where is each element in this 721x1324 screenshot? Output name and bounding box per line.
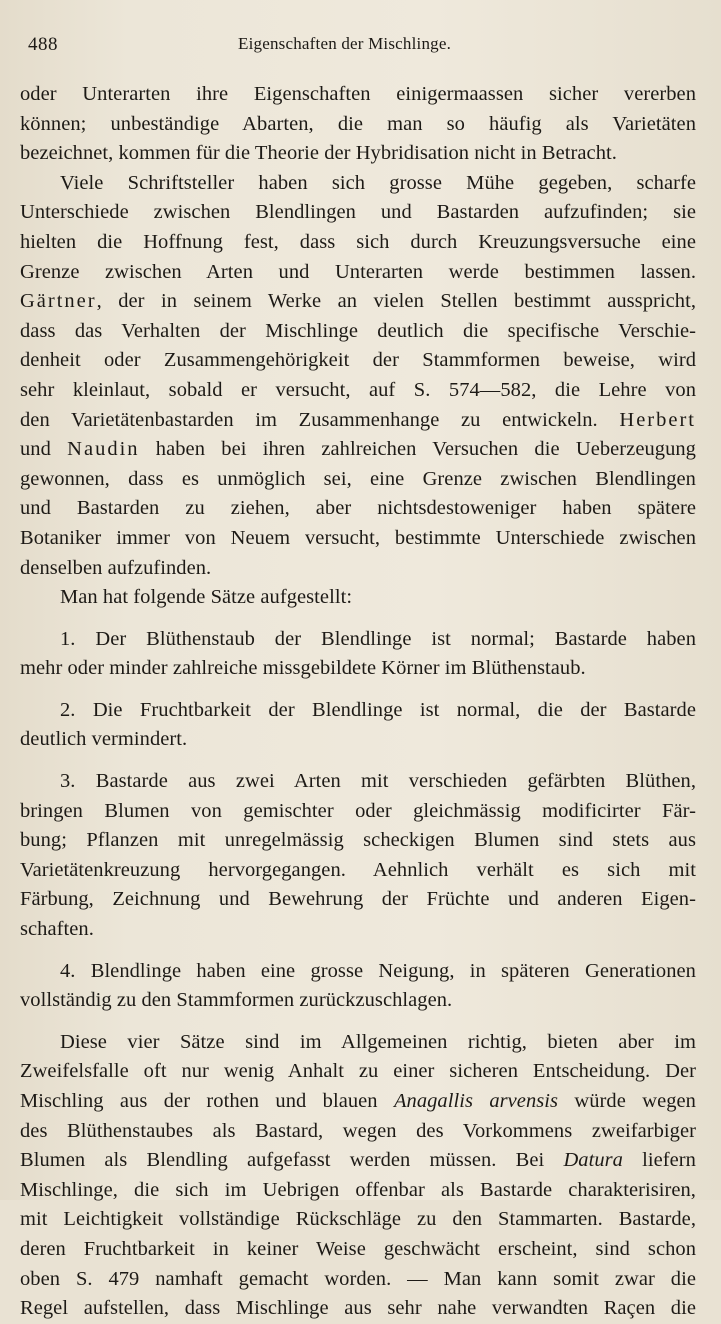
text-line: können; unbeständige Abarten, die man so häufig als Varietäten (20, 112, 696, 135)
body-text (20, 80, 696, 1324)
author-name: Herbert (619, 408, 696, 431)
text-segment: liefern (622, 1149, 696, 1172)
text-line: Grenze zwischen Arten und Unterarten werde bestimmen lassen. (20, 260, 696, 283)
page-header (28, 34, 685, 64)
text-line: vollständig zu den Stammformen zurückzuschlagen. (20, 989, 453, 1012)
text-line-with-italic (20, 1087, 696, 1117)
text-line: dass das Verhalten der Mischlinge deutlich die specifische Verschie- (20, 319, 696, 342)
text-line: den Varietätenbastarden im Zusammenhange zu entwickeln. Herbert (20, 408, 696, 431)
text-line: und Bastarden zu ziehen, aber nichtsdestoweniger haben spätere (20, 497, 696, 520)
text-line: deutlich vermindert. (20, 728, 188, 751)
text-line: mit Leichtigkeit vollständige Rückschläge zu den Stammarten. Bastarde, (20, 1208, 696, 1231)
running-title: Eigenschaften der Mischlinge. (238, 34, 452, 53)
text-line: oder Unterarten ihre Eigenschaften einigermaassen sicher vererben (20, 83, 696, 105)
text-line: schaften. (20, 918, 94, 941)
text-line: 3. Bastarde aus zwei Arten mit verschieden gefärbten Blüthen, (60, 770, 696, 793)
author-name: Gärtner (20, 290, 97, 313)
text-line: Zweifelsfalle oft nur wenig Anhalt zu einer sicheren Entscheidung. Der (20, 1060, 696, 1083)
text-line: oben S. 479 namhaft gemacht worden. — Man kann somit zwar die (20, 1267, 696, 1290)
text-line: Färbung, Zeichnung und Bewehrung der Früchte und anderen Eigen- (20, 888, 696, 911)
text-segment: Mischling aus der rothen und blauen (20, 1090, 394, 1112)
text-line: bringen Blumen von gemischter oder gleichmässig modificirter Fär- (20, 799, 696, 822)
text-line: Botaniker immer von Neuem versucht, bestimmte Unterschiede zwischen (20, 526, 696, 549)
text-line: 4. Blendlinge haben eine grosse Neigung, in späteren Generationen (60, 959, 696, 982)
page-number: 488 (28, 34, 58, 55)
text-line: gewonnen, dass es unmöglich sei, eine Grenze zwischen Blendlingen (20, 467, 696, 490)
text-line: Viele Schriftsteller haben sich grosse Mühe gegeben, scharfe (60, 171, 696, 194)
paragraph-gap (20, 613, 696, 625)
text-segment: Blumen als Blendling aufgefasst werden müssen. Bei (20, 1149, 564, 1172)
text-line: Gärtner, der in seinem Werke an vielen Stellen bestimmt ausspricht, (20, 290, 696, 313)
text-line: denselben aufzufinden. (20, 556, 212, 579)
text-line: sehr kleinlaut, sobald er versucht, auf S. 574—582, die Lehre von (20, 378, 696, 401)
text-line: Varietätenkreuzung hervorgegangen. Aehnlich verhält es sich mit (20, 858, 696, 881)
text-line: des Blüthenstaubes als Bastard, wegen des Vorkommens zweifarbiger (20, 1119, 696, 1142)
paragraph-gap (20, 755, 696, 767)
text-line: Diese vier Sätze sind im Allgemeinen richtig, bieten aber im (60, 1030, 696, 1053)
text-line: bezeichnet, kommen für die Theorie der Hybridisation nicht in Betracht. (20, 142, 617, 165)
text-line: bung; Pflanzen mit unregelmässig scheckigen Blumen sind stets aus (20, 829, 696, 852)
genus-name-italic: Datura (563, 1149, 623, 1172)
text-line: Regel aufstellen, dass Mischlinge aus sehr nahe verwandten Raçen die (20, 1297, 696, 1320)
text-line-with-italic (20, 1146, 696, 1176)
text-line: 2. Die Fruchtbarkeit der Blendlinge ist normal, die der Bastarde (60, 698, 696, 721)
text-line: 1. Der Blüthenstaub der Blendlinge ist normal; Bastarde haben (60, 627, 696, 650)
text-line: deren Fruchtbarkeit in keiner Weise geschwächt erscheint, sind schon (20, 1237, 696, 1260)
text-line: hielten die Hoffnung fest, dass sich durch Kreuzungsversuche eine (20, 230, 696, 253)
text-line: Man hat folgende Sätze aufgestellt: (60, 586, 353, 609)
paragraph-gap (20, 1016, 696, 1028)
species-name-italic: Anagallis arvensis (393, 1090, 559, 1112)
author-name: Naudin (67, 438, 140, 461)
text-segment: würde wegen (558, 1090, 696, 1112)
text-line: denheit oder Zusammengehörigkeit der Stammformen beweise, wird (20, 349, 696, 372)
paragraph-gap (20, 945, 696, 957)
text-line: Mischlinge, die sich im Uebrigen offenbar als Bastarde charakterisiren, (20, 1178, 696, 1201)
text-line: und Naudin haben bei ihren zahlreichen Versuchen die Ueberzeugung (20, 438, 696, 461)
text-line: Unterschiede zwischen Blendlingen und Bastarden aufzufinden; sie (20, 201, 696, 224)
paragraph-gap (20, 684, 696, 696)
text-line: mehr oder minder zahlreiche missgebildete Körner im Blüthenstaub. (20, 657, 586, 680)
